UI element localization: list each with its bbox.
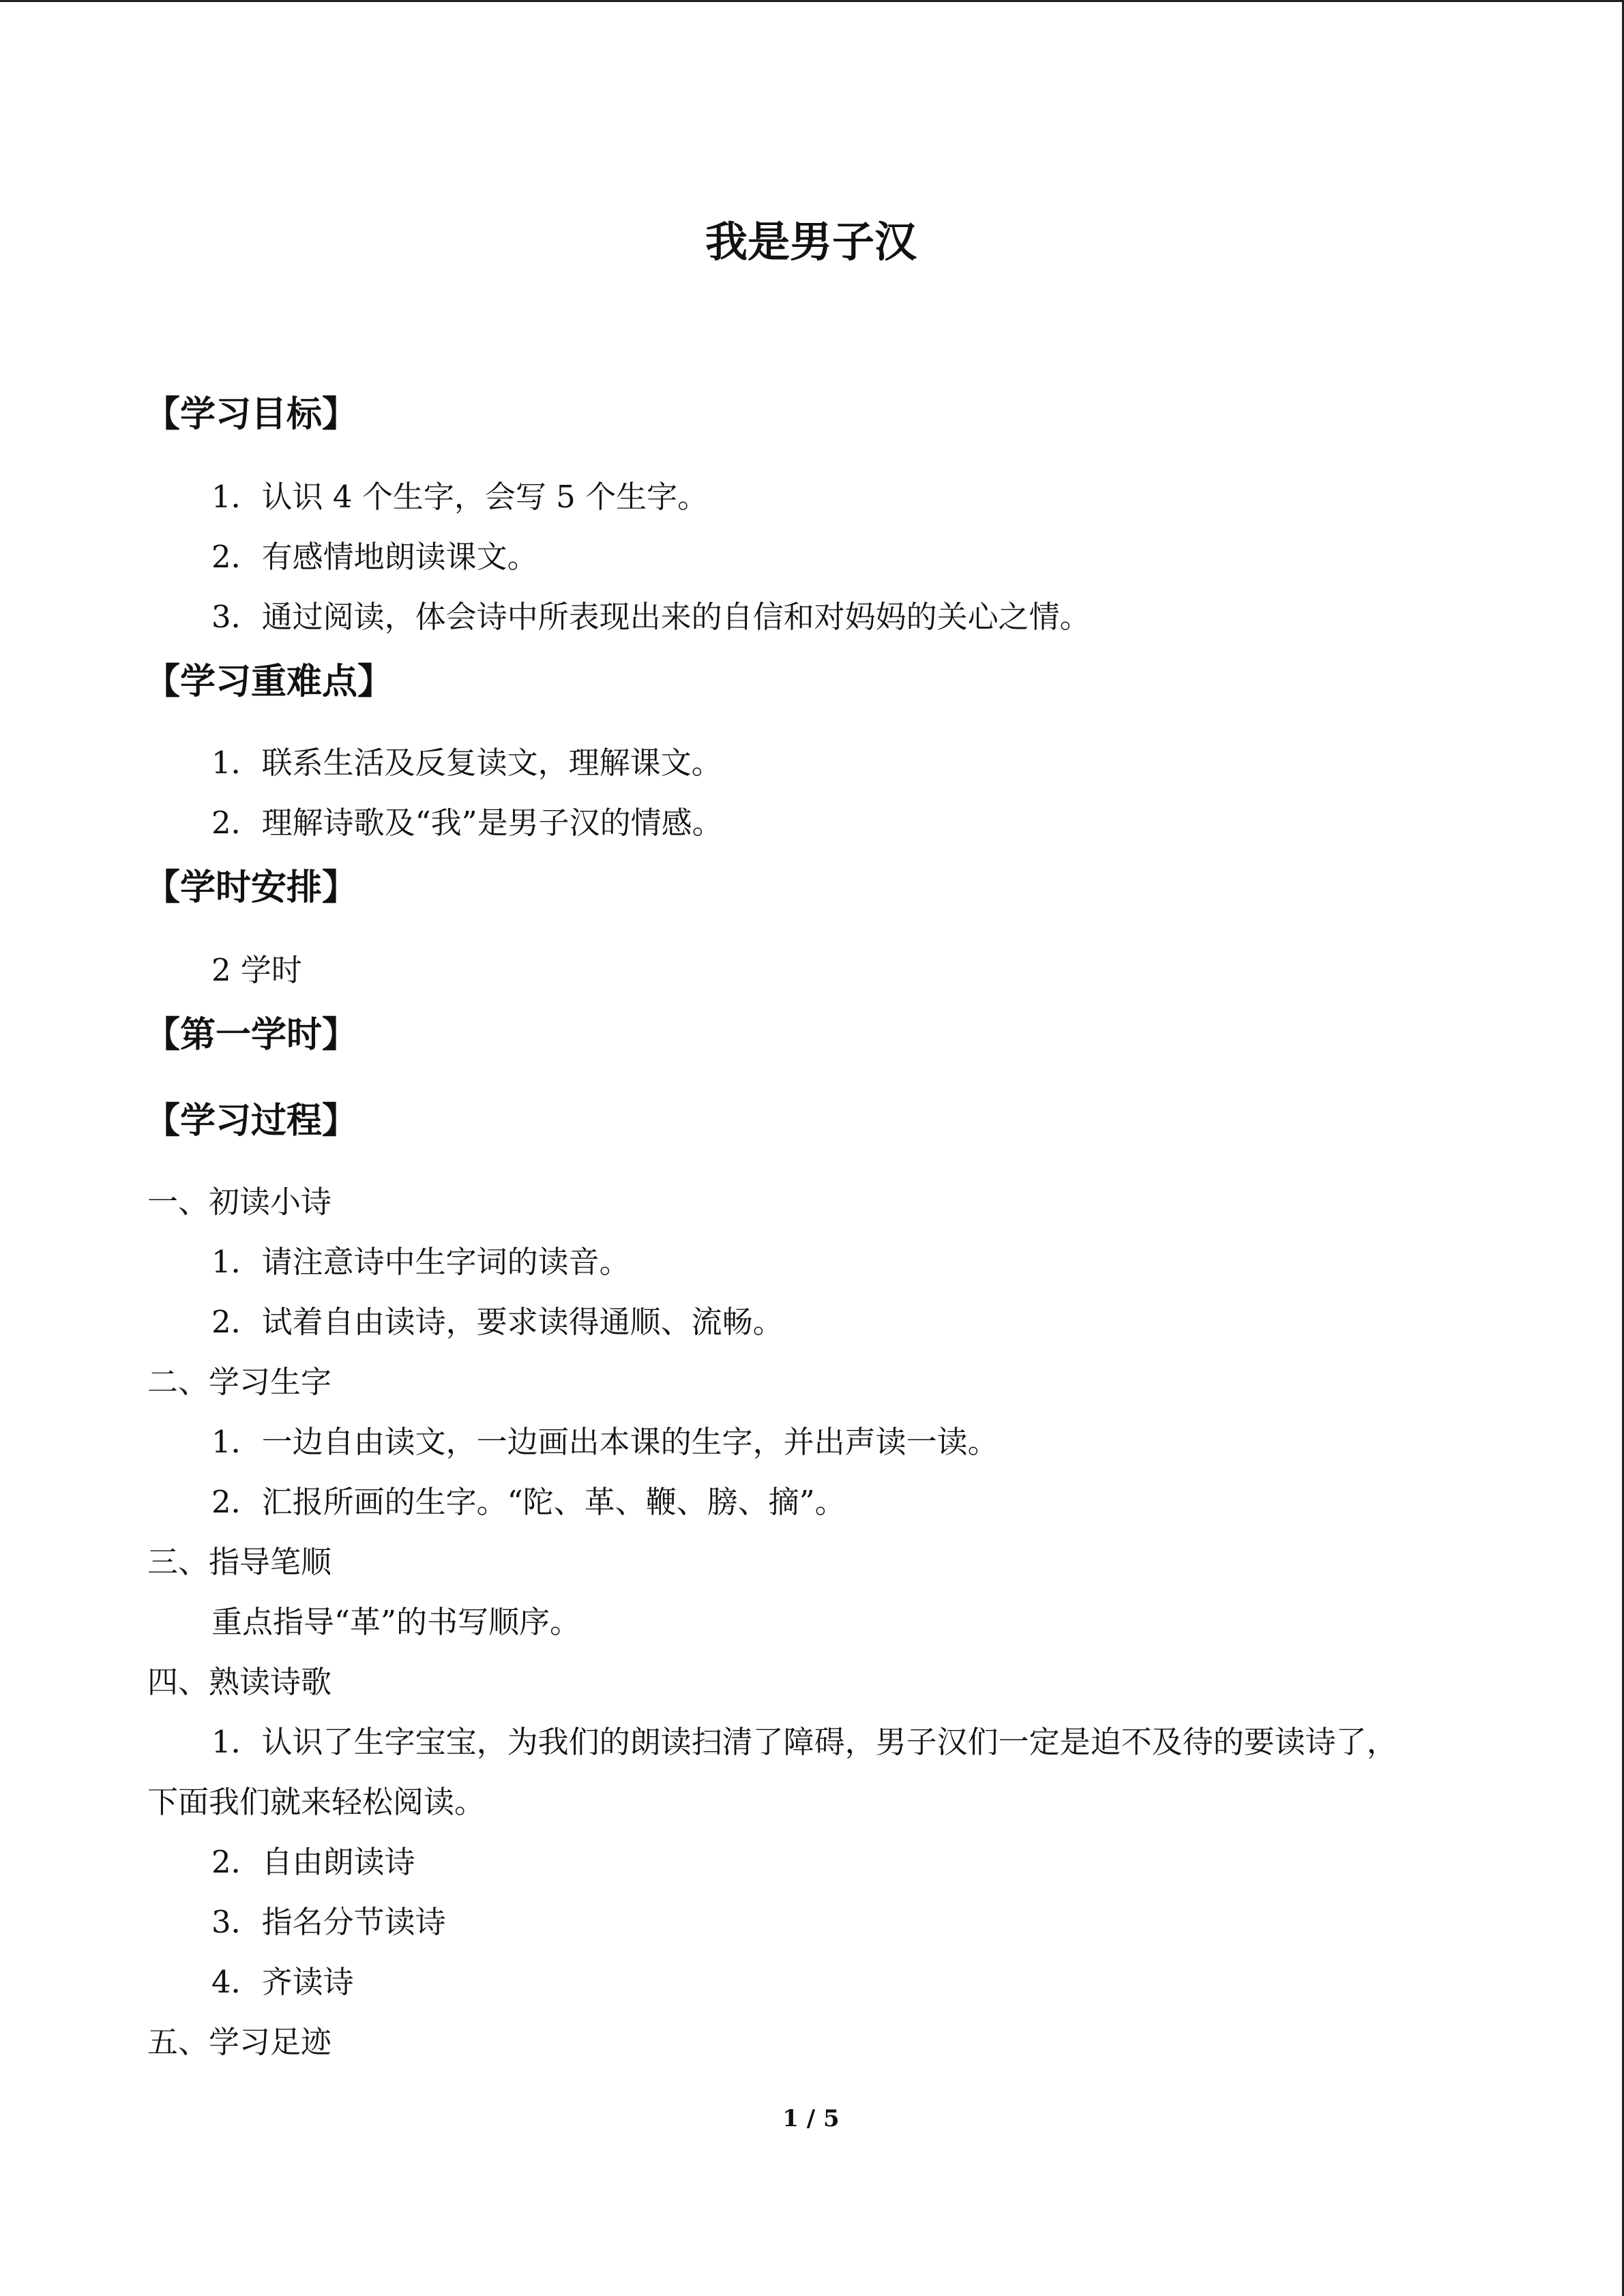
process-part4-item-4: 4．齐读诗 xyxy=(211,1964,354,2000)
process-part4-item-2: 2．自由朗读诗 xyxy=(211,1844,415,1880)
process-part4-item-1-line-1: 1．认识了生字宝宝，为我们的朗读扫清了障碍，男子汉们一定是迫不及待的要读诗了， xyxy=(211,1724,1398,1760)
process-part2-item-1: 1．一边自由读文，一边画出本课的生字，并出声读一读。 xyxy=(211,1424,999,1460)
schedule-text: 2 学时 xyxy=(211,952,302,988)
process-heading: 【学习过程】 xyxy=(145,1101,358,1142)
process-part2-title: 二、学习生字 xyxy=(147,1364,332,1400)
process-part3-text: 重点指导“革”的书写顺序。 xyxy=(211,1604,581,1640)
process-part5-title: 五、学习足迹 xyxy=(147,2024,332,2060)
page-number: 1 / 5 xyxy=(782,2105,840,2132)
objectives-heading: 【学习目标】 xyxy=(145,394,358,435)
first-period-heading: 【第一学时】 xyxy=(145,1015,358,1056)
process-part4-item-1-line-2: 下面我们就来轻松阅读。 xyxy=(147,1784,486,1820)
objective-item-2: 2．有感情地朗读课文。 xyxy=(211,539,538,575)
process-part1-item-1: 1．请注意诗中生字词的读音。 xyxy=(211,1244,630,1280)
objective-item-1: 1．认识 4 个生字，会写 5 个生字。 xyxy=(211,479,709,515)
key-points-heading: 【学习重难点】 xyxy=(145,661,394,702)
process-part4-title: 四、熟读诗歌 xyxy=(147,1664,332,1700)
key-point-item-1: 1．联系生活及反复读文，理解课文。 xyxy=(211,745,722,781)
process-part1-item-2: 2．试着自由读诗，要求读得通顺、流畅。 xyxy=(211,1304,784,1340)
key-point-item-2: 2．理解诗歌及“我”是男子汉的情感。 xyxy=(211,805,723,841)
process-part4-item-3: 3．指名分节读诗 xyxy=(211,1904,446,1940)
objective-item-3: 3．通过阅读，体会诗中所表现出来的自信和对妈妈的关心之情。 xyxy=(211,599,1091,635)
page-title: 我是男子汉 xyxy=(705,217,917,267)
schedule-heading: 【学时安排】 xyxy=(145,867,358,908)
process-part1-title: 一、初读小诗 xyxy=(147,1184,332,1220)
process-part3-title: 三、指导笔顺 xyxy=(147,1544,332,1580)
process-part2-item-2: 2．汇报所画的生字。“陀、革、鞭、膀、摘”。 xyxy=(211,1484,846,1520)
